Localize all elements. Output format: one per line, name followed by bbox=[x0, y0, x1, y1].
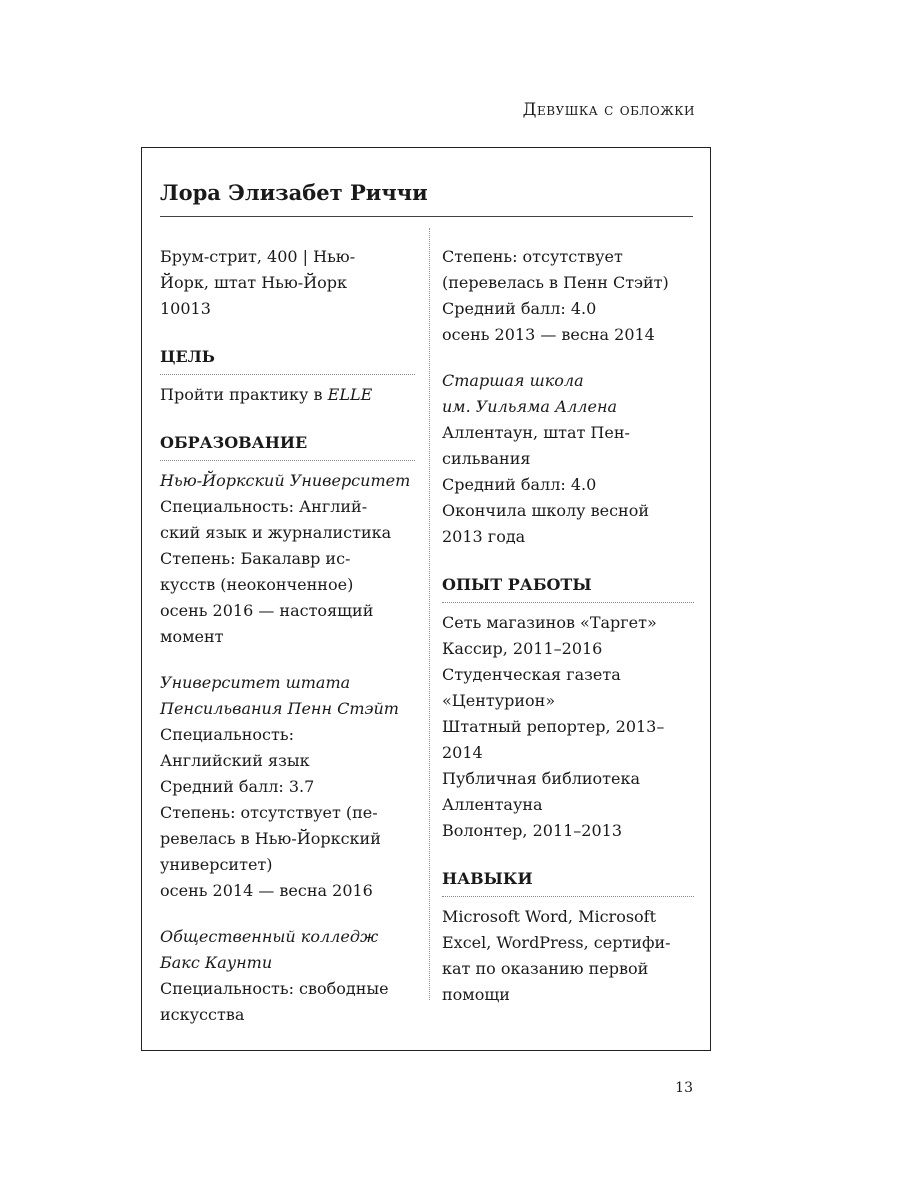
address-line: Йорк, штат Нью-Йорк bbox=[160, 273, 348, 292]
objective-heading: ЦЕЛЬ bbox=[160, 344, 415, 375]
edu-line: Специальность: Англий- bbox=[160, 497, 368, 516]
edu-line: Степень: Бакалавр ис- bbox=[160, 549, 351, 568]
name-rule bbox=[160, 216, 693, 217]
objective-magazine: ELLE bbox=[327, 385, 373, 404]
edu-line: кусств (неоконченное) bbox=[160, 575, 354, 594]
edu-line: Средний балл: 4.0 bbox=[442, 475, 597, 494]
address-line: 10013 bbox=[160, 299, 211, 318]
experience-line: Публичная библиотека bbox=[442, 769, 641, 788]
edu-line: Средний балл: 4.0 bbox=[442, 299, 597, 318]
address-line: Брум-стрит, 400 | Нью- bbox=[160, 247, 356, 266]
edu-line: ский язык и журналистика bbox=[160, 523, 392, 542]
skills-line: Excel, WordPress, сертифи- bbox=[442, 933, 671, 952]
experience-line: Сеть магазинов «Таргет» bbox=[442, 613, 657, 632]
experience-line: Штатный репортер, 2013– bbox=[442, 717, 665, 736]
edu-line: Специальность: bbox=[160, 725, 294, 744]
edu-line: осень 2013 — весна 2014 bbox=[442, 325, 655, 344]
institution-name: Университет штата bbox=[160, 673, 351, 692]
edu-line: Аллентаун, штат Пен- bbox=[442, 423, 630, 442]
edu-line: 2013 года bbox=[442, 527, 526, 546]
running-head: Девушка с обложки bbox=[522, 100, 695, 120]
experience-line: Кассир, 2011–2016 bbox=[442, 639, 603, 658]
skills-heading: НАВЫКИ bbox=[442, 866, 694, 897]
institution-name: Нью-Йоркский Университет bbox=[160, 471, 411, 490]
institution-name: им. Уильяма Аллена bbox=[442, 397, 618, 416]
experience-line: «Центурион» bbox=[442, 691, 556, 710]
resume-name: Лора Элизабет Риччи bbox=[160, 180, 428, 205]
edu-line: Окончила школу весной bbox=[442, 501, 650, 520]
objective-text bbox=[160, 382, 415, 408]
resume-box bbox=[141, 147, 711, 1051]
edu-line: Средний балл: 3.7 bbox=[160, 777, 315, 796]
page-number: 13 bbox=[675, 1080, 693, 1096]
experience-line: Студенческая газета bbox=[442, 665, 621, 684]
edu-line: момент bbox=[160, 627, 224, 646]
edu-line: Степень: отсутствует (пе- bbox=[160, 803, 378, 822]
education-heading: ОБРАЗОВАНИЕ bbox=[160, 430, 415, 461]
edu-line: Специальность: свободные bbox=[160, 979, 389, 998]
edu-line: сильвания bbox=[442, 449, 531, 468]
left-column bbox=[160, 244, 415, 1028]
institution-name: Старшая школа bbox=[442, 371, 584, 390]
edu-line: осень 2014 — весна 2016 bbox=[160, 881, 373, 900]
right-column bbox=[442, 244, 694, 1008]
edu-line: осень 2016 — настоящий bbox=[160, 601, 374, 620]
column-divider bbox=[429, 228, 430, 1000]
edu-line: университет) bbox=[160, 855, 273, 874]
institution-name: Пенсильвания Пенн Стэйт bbox=[160, 699, 399, 718]
skills-line: Microsoft Word, Microsoft bbox=[442, 907, 657, 926]
experience-line: 2014 bbox=[442, 743, 483, 762]
experience-line: Аллентауна bbox=[442, 795, 543, 814]
skills-line: кат по оказанию первой bbox=[442, 959, 649, 978]
edu-line: Степень: отсутствует bbox=[442, 247, 623, 266]
experience-heading: ОПЫТ РАБОТЫ bbox=[442, 572, 694, 603]
edu-line: ревелась в Нью-Йоркский bbox=[160, 829, 381, 848]
edu-line: искусства bbox=[160, 1005, 245, 1024]
institution-name: Общественный колледж bbox=[160, 927, 379, 946]
objective-text-plain: Пройти практику в bbox=[160, 385, 328, 404]
experience-line: Волонтер, 2011–2013 bbox=[442, 821, 623, 840]
edu-line: (перевелась в Пенн Стэйт) bbox=[442, 273, 669, 292]
institution-name: Бакс Каунти bbox=[160, 953, 273, 972]
skills-line: помощи bbox=[442, 985, 510, 1004]
edu-line: Английский язык bbox=[160, 751, 310, 770]
